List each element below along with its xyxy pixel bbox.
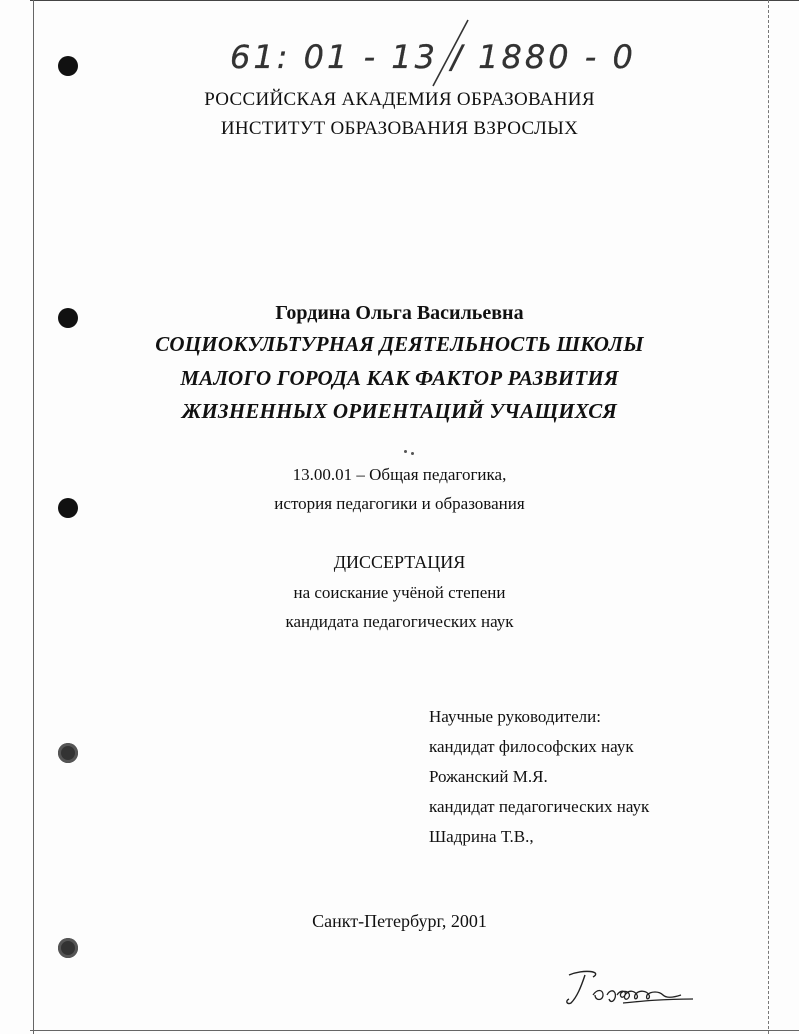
advisor-2-name: Шадрина Т.В.,	[429, 827, 534, 846]
punch-hole	[58, 743, 78, 763]
scan-speck	[404, 450, 407, 453]
degree-line-2: кандидата педагогических наук	[285, 612, 514, 631]
catalog-number-text: 61: 01 - 13 / 1880 - 0	[230, 38, 636, 76]
scan-edge-left	[33, 0, 34, 1034]
advisor-1-name: Рожанский М.Я.	[429, 767, 548, 786]
signature-stroke	[567, 971, 596, 1003]
thesis-title-line-2: МАЛОГО ГОРОДА КАК ФАКТОР РАЗВИТИЯ	[180, 366, 619, 390]
dissertation-heading: ДИССЕРТАЦИЯ	[333, 552, 466, 572]
advisor-2-degree: кандидат педагогических наук	[429, 797, 650, 816]
institution-line-2: ИНСТИТУТ ОБРАЗОВАНИЯ ВЗРОСЛЫХ	[220, 118, 579, 139]
institution-line-1: РОССИЙСКАЯ АКАДЕМИЯ ОБРАЗОВАНИЯ	[204, 89, 595, 110]
thesis-title-line-1: СОЦИОКУЛЬТУРНАЯ ДЕЯТЕЛЬНОСТЬ ШКОЛЫ	[155, 332, 644, 356]
advisors-block	[429, 702, 649, 852]
advisor-1-degree: кандидат философских наук	[429, 737, 634, 756]
handwritten-catalog-number	[228, 18, 636, 88]
punch-hole	[58, 56, 78, 76]
place-and-year: Санкт-Петербург, 2001	[312, 911, 487, 931]
specialty-line-2: история педагогики и образования	[274, 494, 525, 513]
thesis-title-line-3: ЖИЗНЕННЫХ ОРИЕНТАЦИЙ УЧАЩИХСЯ	[181, 399, 618, 423]
punch-hole	[58, 938, 78, 958]
signature-stroke	[593, 991, 693, 1004]
scan-edge-top	[30, 0, 799, 1]
scan-edge-bottom	[30, 1030, 799, 1031]
scan-edge-right	[768, 0, 769, 1034]
author-name: Гордина Ольга Васильевна	[275, 302, 524, 324]
specialty-line-1: 13.00.01 – Общая педагогика,	[292, 465, 507, 484]
scan-speck	[411, 452, 414, 455]
advisors-heading: Научные руководители:	[429, 707, 601, 726]
handwritten-signature	[563, 965, 703, 1010]
degree-line-1: на соискание учёной степени	[293, 583, 506, 602]
